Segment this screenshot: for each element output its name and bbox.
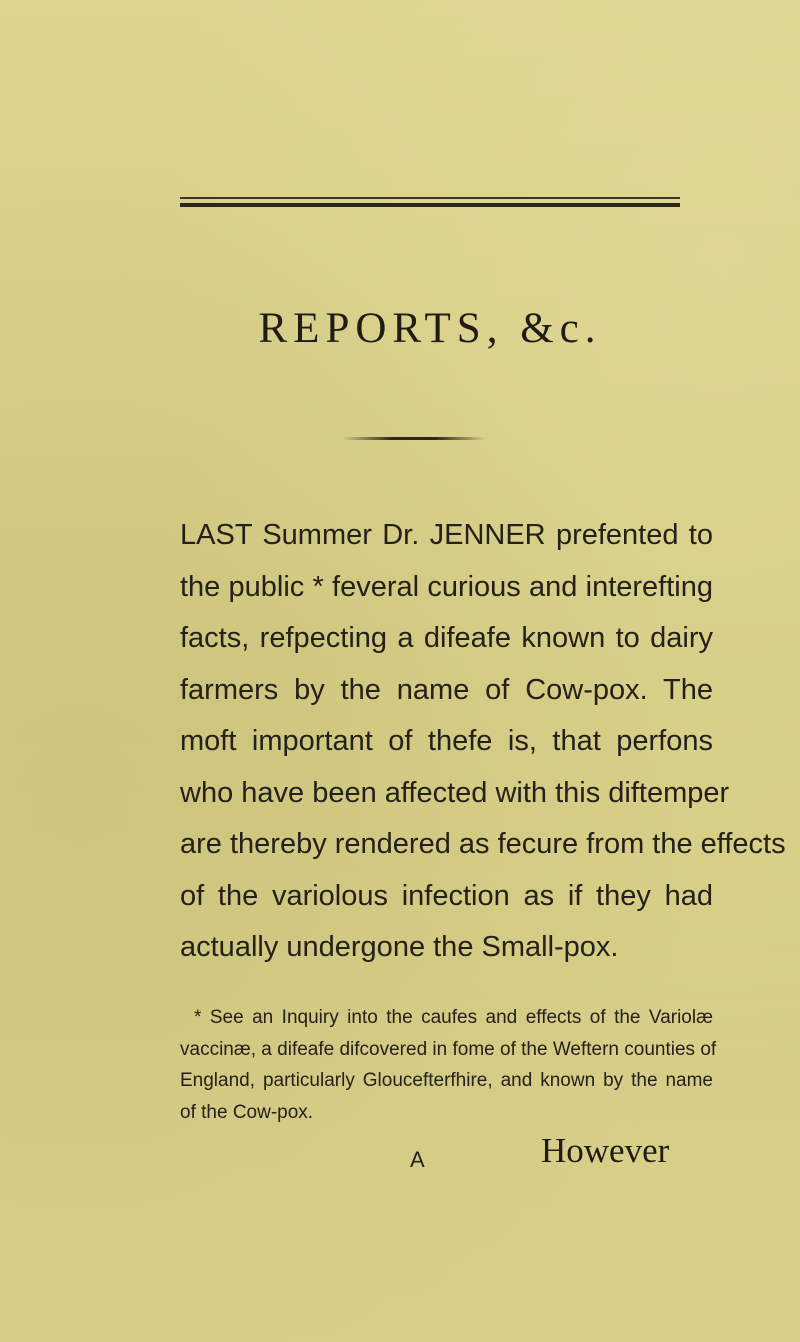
footnote-line: vaccinæ, a difeafe difcovered in fome of the Weftern counties of: [180, 1038, 717, 1060]
footnote-line: England, particularly Gloucefterfhire, and known by the name: [180, 1070, 713, 1091]
paragraph-line: are thereby rendered as fecure from the effects: [180, 828, 786, 860]
footnote: [180, 1002, 717, 1128]
paragraph-line: LAST Summer Dr. JENNER prefented to: [180, 519, 713, 551]
paragraph-line: moft important of thefe is, that perfons: [180, 725, 713, 757]
page-heading: REPORTS, &c.: [258, 305, 602, 352]
paragraph-line: who have been affected with this diftemper: [180, 776, 730, 809]
footnote-line: of the Cow-pox.: [180, 1101, 314, 1123]
ornamental-rule: [342, 437, 486, 440]
catchword: However: [541, 1131, 670, 1170]
paragraph-line: the public * feveral curious and interefting: [180, 570, 713, 603]
top-rule-thin: [180, 197, 680, 199]
footnote-line: * See an Inquiry into the caufes and effects of the Variolæ: [194, 1007, 713, 1028]
paragraph-line: of the variolous infection as if they had: [180, 879, 713, 912]
main-paragraph: [180, 510, 786, 974]
paragraph-line: facts, refpecting a difeafe known to dairy: [180, 622, 713, 654]
paragraph-line: farmers by the name of Cow-pox. The: [180, 673, 713, 706]
signature-mark: A: [410, 1147, 425, 1172]
paragraph-line: actually undergone the Small-pox.: [180, 931, 619, 963]
top-rule-thick: [180, 203, 680, 207]
